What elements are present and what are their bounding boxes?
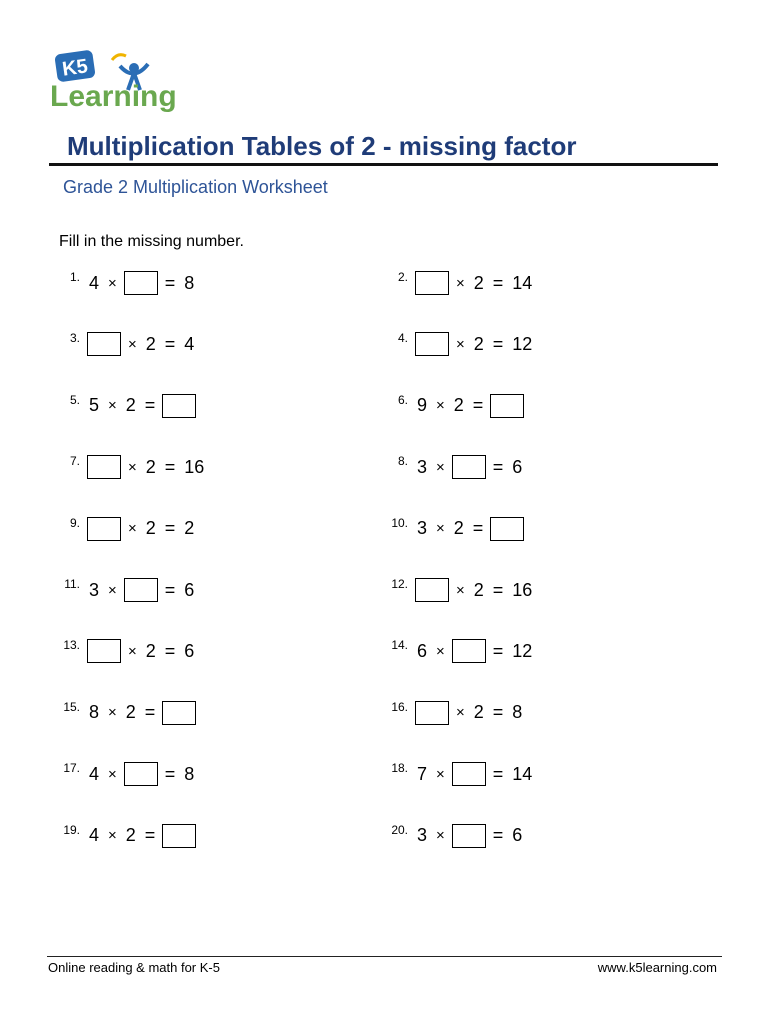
operand: 12 [512, 333, 533, 354]
problem-item [58, 821, 197, 851]
answer-box[interactable] [415, 578, 449, 602]
footer-tagline: Online reading & math for K-5 [48, 960, 220, 975]
operand: 6 [512, 825, 523, 846]
operand: 8 [89, 702, 100, 723]
answer-box[interactable] [162, 394, 196, 418]
problem-item [58, 575, 197, 605]
page-subtitle: Grade 2 Multiplication Worksheet [63, 177, 328, 197]
operand: 4 [89, 272, 100, 293]
operand: 14 [512, 763, 533, 784]
equals-sign: = [492, 272, 504, 293]
problem-number: 19. [63, 822, 80, 837]
equation [414, 394, 525, 418]
equals-sign: = [472, 518, 484, 539]
operand: 2 [473, 272, 484, 293]
equals-sign: = [164, 640, 176, 661]
problem-number: 2. [397, 270, 408, 284]
problem-item [386, 759, 535, 789]
times-sign: × [456, 335, 465, 353]
problem-number: 11. [64, 577, 80, 591]
problem-number: 18. [391, 761, 408, 776]
equation [86, 824, 197, 848]
operand: 2 [125, 825, 136, 846]
equals-sign: = [164, 763, 176, 784]
operand: 3 [417, 825, 428, 846]
problem-number: 5. [69, 392, 80, 407]
problem-number: 10. [391, 515, 408, 530]
operand: 6 [512, 456, 523, 477]
equation [86, 455, 207, 479]
equation [414, 271, 535, 295]
operand: 3 [89, 579, 100, 600]
equals-sign: = [492, 763, 504, 784]
problem-number: 14. [391, 638, 408, 653]
problem-item [58, 759, 197, 789]
equation [86, 639, 197, 663]
times-sign: × [108, 581, 117, 599]
problem-item [58, 514, 197, 544]
operand: 7 [417, 763, 428, 784]
problem-item [386, 391, 525, 421]
problem-item [386, 268, 535, 298]
operand: 2 [145, 518, 156, 539]
equals-sign: = [164, 333, 176, 354]
answer-box[interactable] [452, 639, 486, 663]
operand: 2 [145, 333, 156, 354]
operand: 2 [473, 579, 484, 600]
title-divider [49, 163, 718, 166]
problem-number: 20. [391, 822, 408, 837]
problem-number: 12. [391, 577, 408, 591]
equation [414, 824, 525, 848]
equation [86, 578, 197, 602]
operand: 2 [473, 702, 484, 723]
operand: 8 [184, 272, 195, 293]
equation [414, 455, 525, 479]
logo-k5-text: K5 [60, 55, 90, 81]
answer-box[interactable] [124, 762, 158, 786]
problem-number: 17. [63, 761, 80, 776]
operand: 8 [184, 763, 195, 784]
equals-sign: = [492, 456, 504, 477]
operand: 4 [184, 333, 195, 354]
operand: 2 [145, 640, 156, 661]
equals-sign: = [472, 395, 484, 416]
equals-sign: = [164, 579, 176, 600]
times-sign: × [436, 827, 445, 845]
equals-sign: = [492, 825, 504, 846]
operand: 8 [512, 702, 523, 723]
times-sign: × [436, 642, 445, 660]
answer-box[interactable] [415, 271, 449, 295]
equals-sign: = [492, 640, 504, 661]
operand: 5 [89, 395, 100, 416]
equation [414, 762, 535, 786]
page-title: Multiplication Tables of 2 - missing factor [67, 131, 577, 161]
answer-box[interactable] [87, 332, 121, 356]
problem-number: 6. [397, 392, 408, 407]
k5-learning-logo [48, 48, 188, 116]
equation [414, 701, 525, 725]
problem-item [58, 636, 197, 666]
times-sign: × [108, 274, 117, 292]
equation [414, 578, 535, 602]
operand: 14 [512, 272, 533, 293]
equals-sign: = [492, 579, 504, 600]
problem-number: 8. [397, 454, 408, 469]
operand: 2 [473, 333, 484, 354]
operand: 16 [184, 456, 205, 477]
footer-divider [47, 956, 722, 957]
answer-box[interactable] [415, 332, 449, 356]
times-sign: × [436, 765, 445, 783]
logo-learning-text: Learning [50, 80, 177, 113]
problem-item [386, 698, 525, 728]
problem-item [386, 575, 535, 605]
answer-box[interactable] [87, 639, 121, 663]
times-sign: × [128, 642, 137, 660]
problem-number: 1. [69, 270, 80, 284]
operand: 4 [89, 825, 100, 846]
times-sign: × [456, 274, 465, 292]
problem-number: 9. [69, 515, 80, 530]
equation [414, 517, 525, 541]
equals-sign: = [492, 702, 504, 723]
operand: 2 [125, 395, 136, 416]
equation [414, 332, 535, 356]
answer-box[interactable] [87, 455, 121, 479]
problem-number: 16. [391, 699, 408, 714]
problem-number: 4. [397, 331, 408, 346]
times-sign: × [108, 397, 117, 415]
times-sign: × [436, 458, 445, 476]
problem-item [386, 329, 535, 359]
problem-item [386, 821, 525, 851]
instructions: Fill in the missing number. [59, 233, 244, 250]
equation [86, 394, 197, 418]
problem-item [58, 452, 207, 482]
problem-item [58, 329, 197, 359]
equals-sign: = [164, 518, 176, 539]
times-sign: × [456, 581, 465, 599]
problem-item [58, 268, 197, 298]
equals-sign: = [144, 825, 156, 846]
operand: 6 [417, 640, 428, 661]
equals-sign: = [492, 333, 504, 354]
equation [414, 639, 535, 663]
equals-sign: = [144, 395, 156, 416]
problem-item [386, 452, 525, 482]
answer-box[interactable] [87, 517, 121, 541]
equals-sign: = [164, 272, 176, 293]
answer-box[interactable] [162, 701, 196, 725]
equals-sign: = [164, 456, 176, 477]
operand: 2 [184, 518, 195, 539]
answer-box[interactable] [415, 701, 449, 725]
answer-box[interactable] [490, 394, 524, 418]
times-sign: × [108, 765, 117, 783]
answer-box[interactable] [162, 824, 196, 848]
problem-item [386, 636, 535, 666]
problem-item [58, 698, 197, 728]
problem-item [386, 514, 525, 544]
operand: 4 [89, 763, 100, 784]
problem-item [58, 391, 197, 421]
operand: 9 [417, 395, 428, 416]
answer-box[interactable] [452, 824, 486, 848]
times-sign: × [436, 397, 445, 415]
operand: 12 [512, 640, 533, 661]
times-sign: × [456, 704, 465, 722]
operand: 16 [512, 579, 533, 600]
operand: 6 [184, 640, 195, 661]
operand: 2 [453, 395, 464, 416]
answer-box[interactable] [452, 762, 486, 786]
operand: 2 [145, 456, 156, 477]
operand: 6 [184, 579, 195, 600]
operand: 3 [417, 518, 428, 539]
problem-number: 7. [69, 454, 80, 469]
answer-box[interactable] [124, 578, 158, 602]
times-sign: × [128, 520, 137, 538]
times-sign: × [108, 827, 117, 845]
equation [86, 332, 197, 356]
answer-box[interactable] [124, 271, 158, 295]
equation [86, 701, 197, 725]
footer-website: www.k5learning.com [597, 960, 717, 975]
operand: 3 [417, 456, 428, 477]
times-sign: × [108, 704, 117, 722]
operand: 2 [125, 702, 136, 723]
equation [86, 517, 197, 541]
answer-box[interactable] [452, 455, 486, 479]
times-sign: × [436, 520, 445, 538]
problem-number: 3. [69, 331, 80, 346]
problem-number: 15. [63, 699, 80, 714]
equation [86, 762, 197, 786]
answer-box[interactable] [490, 517, 524, 541]
times-sign: × [128, 335, 137, 353]
equals-sign: = [144, 702, 156, 723]
problem-number: 13. [63, 638, 80, 653]
equation [86, 271, 197, 295]
operand: 2 [453, 518, 464, 539]
times-sign: × [128, 458, 137, 476]
